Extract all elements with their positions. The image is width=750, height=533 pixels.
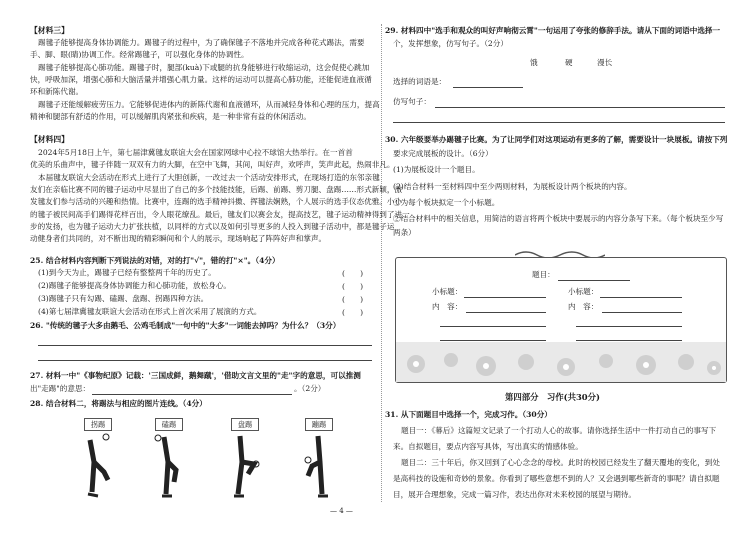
answer-paren[interactable]: ( ) <box>342 282 364 291</box>
material-4-line: 本届毽友联谊大会活动在形式上进行了大胆创新，一改过去一个活动安排形式，在现场打造的东邻亲毽 <box>38 173 380 182</box>
q25-item-2: (2)踢毽子能够提高身体协调能力和心肺功能，放松身心。 <box>38 281 232 290</box>
chosen-word-label: 选择的词语是： <box>393 77 447 86</box>
question-30-cont: 要求完成展板的设计。（6分） <box>393 149 493 158</box>
question-29-cont: 个，发挥想象，仿写句子。（2分） <box>393 39 508 48</box>
material-3-line: 快，呼吸加深，增强心肺和大脑活量并增强心肌力量。这样的运动可以提高心肺功能，还能促进血液循 <box>30 75 372 84</box>
question-29: 29. 材料四中"选手和观众的叫好声响彻云霄"一句运用了夸张的修辞手法。请从下面的词语中选择一 <box>385 26 721 35</box>
board-subtitle-label-left: 小标题： <box>432 287 463 296</box>
material-3-line: 踢毽子能够提高心肺功能。踢毽子时，腿部(kuà)下或腿的抗身能够进行收缩运动，这会促使心跳加 <box>38 63 370 72</box>
q25-item-3: (3)踢毽子只有勾踢、磕踢、盘踢、拐踢四种方法。 <box>38 294 209 303</box>
material-4-line: 发毽友们参与活动的兴趣和热情。比赛中，连踢的选手精神抖擞、挥毽法娴熟，个人展示的选手仪态优雅。小小 <box>30 197 403 206</box>
material-4-line: 的毽子被民间高手们踢得花样百出，令人眼花缭乱。最后，毽友们以赛会友，提高技艺，毽子运动精神得到了进一 <box>30 210 410 219</box>
topic-1-line: 来。自拟题目，要点内容写具体，写出真实的情感体验。 <box>393 442 583 451</box>
kick-label-guai[interactable]: 拐踢 <box>84 418 112 431</box>
board-content-field[interactable] <box>440 326 546 327</box>
word-option: 漫长 <box>597 58 613 67</box>
q25-item-4: (4)第七届津冀毽友联谊大会活动在形式上首次采用了展演的方式。 <box>38 307 262 316</box>
board-subtitle-field-right[interactable] <box>600 297 682 298</box>
page-number: — 4 — <box>330 507 353 515</box>
q30-step-2a: ①为每个板块拟定一个小标题。 <box>393 198 500 207</box>
topic-2-line: 是高科技的设施和奇妙的景象。你看到了哪些意想不到的人？又会遇到哪些新奇的事呢？请自拟题 <box>393 474 720 483</box>
board-content-field[interactable] <box>440 340 546 341</box>
q30-step-2b: ②结合材料中的相关信息，用简洁的语言将两个板块中要展示的内容分条写下来。（每个板块至少写 <box>393 214 724 223</box>
material-3-line: 踢毽子能够提高身体协调能力。踢毽子的过程中，为了确保毽子不落地并完成各种花式踢法，需要 <box>38 38 365 47</box>
display-board <box>395 257 727 383</box>
column-divider <box>381 24 382 502</box>
imitation-field[interactable] <box>393 122 725 123</box>
question-28: 28. 结合材料二，将踢法与相应的图片连线。（4分） <box>30 399 207 408</box>
answer-line[interactable] <box>92 394 292 395</box>
question-30: 30. 六年级要举办踢毽子比赛。为了让同学们对这项运动有更多的了解，需要设计一块展板。请按下列 <box>385 135 728 144</box>
q30-step-2c: 两条） <box>393 228 416 237</box>
question-27-score: 。（2分） <box>294 384 326 393</box>
kicker-illustration-4[interactable] <box>302 432 336 502</box>
part-4-heading: 第四部分 习作(共30分) <box>505 392 600 402</box>
board-content-field[interactable] <box>576 326 682 327</box>
flower-border-decoration <box>396 342 726 382</box>
topic-2-line: 目，展开合理想象，完成一篇习作，表达出你对未来校园的展望与期待。 <box>393 490 636 499</box>
material-3-title: 【材料三】 <box>30 26 69 35</box>
board-content-field[interactable] <box>466 312 546 313</box>
board-subtitle-field-left[interactable] <box>464 297 546 298</box>
q30-step-1: (1)为展板设计一个题目。 <box>393 165 480 174</box>
kick-label-ke[interactable]: 磕踢 <box>155 418 183 431</box>
question-31: 31. 从下面题目中选择一个，完成习作。（30分） <box>385 410 552 419</box>
word-option: 饿 <box>530 58 538 67</box>
answer-paren[interactable]: ( ) <box>342 308 364 317</box>
board-title-label: 题目： <box>532 270 555 279</box>
material-4-line: 友们在亲临比赛不同的毽子运动中尽显出了自己的多个技能技能，后踢、前踢、剪刀腿、盘踢……形式新颖，激 <box>30 185 403 194</box>
material-3-line: 手、脚、眼(睛)协调工作。经常踢毽子，可以强化身体的协调性。 <box>30 50 249 59</box>
board-subtitle-label-right: 小标题： <box>568 287 599 296</box>
q30-step-2: (2)结合材料一至材料四中至少两则材料，为展板设计两个板块的内容。 <box>393 182 632 191</box>
word-option: 硬 <box>565 58 573 67</box>
kicker-illustration-3[interactable] <box>228 432 262 502</box>
answer-paren[interactable]: ( ) <box>342 295 364 304</box>
board-title-field[interactable] <box>558 280 630 281</box>
answer-line[interactable] <box>38 360 372 361</box>
board-content-field[interactable] <box>602 312 682 313</box>
material-4-line: 步的发扬，也为毽子运动大力扩张扶植，以同样的方式以及如何引导更多的人投入到毽子活动中，都是毽子运 <box>30 222 395 231</box>
material-4-title: 【材料四】 <box>30 135 69 144</box>
material-4-line: 动健身者们共同的，对不断出现的精彩瞬间和个人的展示，现场响起了阵阵好声和掌声。 <box>30 234 327 243</box>
kick-label-pan[interactable]: 盘踢 <box>231 418 259 431</box>
q25-item-1: (1)到今天为止，踢毽子已经有整整两千年的历史了。 <box>38 268 216 277</box>
answer-line[interactable] <box>38 345 372 346</box>
chosen-word-field[interactable] <box>453 87 523 88</box>
question-27: 27. 材料一中"《事物纪原》记载：'三国成鲜，鹅舞蹴'，'借助文言文里的"走"字的意思，可以推测 <box>30 371 361 380</box>
board-content-label-left: 内 容： <box>432 302 463 311</box>
material-3-line: 环和新陈代谢。 <box>30 87 84 96</box>
material-4-line: 2024年5月18日上午，第七届津冀毽友联谊大会在国家网球中心拉不球馆大热举行。在一首首 <box>38 148 353 157</box>
topic-2-line: 题目二：三十年后，你又回到了心心念念的母校。此时的校园已经发生了翻天覆地的变化，到处 <box>401 458 720 467</box>
question-26: 26. "传统的毽子大多由鹅毛、公鸡毛制成"一句中的"大多"一词能去掉吗？为什么？（3分） <box>30 321 341 330</box>
topic-1-line: 题目一：《幕后》这篇短文记录了一个打动人心的故事。请你选择生活中一件打动自己的事写下 <box>401 426 717 435</box>
material-3-line: 精神和腿部有舒适的作用，可以缓解肌肉紧张和疾病，是一种非常有益的休闲活动。 <box>30 112 311 121</box>
material-4-line: 优美的乐曲声中，毽子伴随一双双有力的大脚，在空中飞舞，其间，叫好声，欢呼声，笑声此起，热闹非凡。 <box>30 160 395 169</box>
question-25: 25. 结合材料内容判断下列说法的对错，对的打"√"，错的打"×"。（4分） <box>30 256 280 265</box>
kicker-illustration-2[interactable] <box>152 432 186 502</box>
imitation-label: 仿写句子： <box>393 97 431 106</box>
imitation-field[interactable] <box>435 107 725 108</box>
kick-label-beng[interactable]: 蹦踢 <box>305 418 333 431</box>
answer-paren[interactable]: ( ) <box>342 269 364 278</box>
board-content-label-right: 内 容： <box>568 302 599 311</box>
board-content-field[interactable] <box>576 340 682 341</box>
kicker-illustration-1[interactable] <box>80 432 114 502</box>
material-3-line: 踢毽子还能缓解疲劳压力。它能够促进体内的新陈代谢和血液循环，从而减轻身体和心理的压力，提高 <box>38 100 380 109</box>
question-27-cont: 出"走踢"的意思： <box>30 384 91 393</box>
